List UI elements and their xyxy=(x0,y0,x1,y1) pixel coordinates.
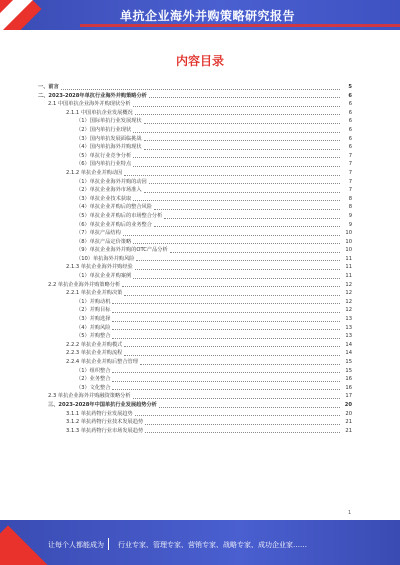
toc-entry[interactable] xyxy=(38,255,352,264)
toc-leader-dots xyxy=(144,140,340,141)
toc-entry-label: （2）单抗企业海外市场准入 xyxy=(76,187,142,194)
toc-leader-dots xyxy=(136,260,340,261)
toc-entry-label: 一、前言 xyxy=(38,84,59,90)
toc-entry-label: 3.1.1 单抗药物行业发展趋势 xyxy=(66,410,133,417)
toc-entry-page: 7 xyxy=(348,161,352,168)
toc-entry-label: 2.2 单抗企业海外并购策略分析 xyxy=(48,281,121,288)
toc-entry-page: 5 xyxy=(348,84,352,90)
toc-leader-dots xyxy=(170,252,340,253)
toc-entry[interactable] xyxy=(38,358,352,367)
toc-entry-label: （6）单抗企业并购后的业务整合 xyxy=(76,221,152,228)
toc-leader-dots xyxy=(124,346,340,347)
toc-entry[interactable] xyxy=(38,246,352,255)
toc-entry[interactable] xyxy=(38,418,352,427)
toc-entry-page: 11 xyxy=(345,264,352,271)
header-swoosh xyxy=(80,24,400,27)
toc-entry-label: 2.2.1 单抗企业并购决策 xyxy=(66,290,123,297)
toc-leader-dots xyxy=(154,226,340,227)
toc-entry[interactable] xyxy=(38,221,352,230)
toc-entry-label: 3.1.3 单抗药物行业市场发展趋势 xyxy=(66,427,144,434)
toc-leader-dots xyxy=(133,166,340,167)
toc-leader-dots xyxy=(159,407,340,408)
toc-leader-dots xyxy=(133,106,340,107)
toc-leader-dots xyxy=(112,381,340,382)
toc-leader-dots xyxy=(133,200,340,201)
toc-entry-label: （2）并购目标 xyxy=(76,307,111,314)
toc-entry-label: （5）单抗行业竞争分析 xyxy=(76,152,132,159)
toc-entry[interactable] xyxy=(38,135,352,144)
toc-leader-dots xyxy=(133,398,340,399)
toc-entry-page: 7 xyxy=(348,169,352,176)
toc-leader-dots xyxy=(124,295,340,296)
toc-entry-label: 2.3 单抗企业海外并购融资策略分析 xyxy=(48,393,131,400)
toc-entry[interactable] xyxy=(38,109,352,118)
toc-leader-dots xyxy=(145,432,340,433)
toc-leader-dots xyxy=(164,218,340,219)
toc-entry-page: 20 xyxy=(345,410,352,417)
toc-entry-page: 6 xyxy=(348,144,352,151)
report-title: 单抗企业海外并购策略研究报告 xyxy=(120,9,296,23)
toc-leader-dots xyxy=(123,235,340,236)
toc-entry-label: 2.1 中国单抗企业海外并购现状分析 xyxy=(48,101,131,108)
toc-entry-page: 6 xyxy=(348,118,352,125)
toc-entry[interactable] xyxy=(38,238,352,247)
toc-entry-label: （1）组织整合 xyxy=(76,367,111,374)
toc-entry[interactable] xyxy=(38,315,352,324)
toc-entry-page: 11 xyxy=(345,273,352,280)
toc-leader-dots xyxy=(133,132,340,133)
toc-entry-label: 2.1.3 单抗企业海外并购经验 xyxy=(66,264,133,271)
toc-entry[interactable] xyxy=(38,410,352,419)
toc-entry-page: 13 xyxy=(345,316,352,323)
toc-entry-label: （4）并购风险 xyxy=(76,324,111,331)
toc-entry-label: （7）单抗产品结构 xyxy=(76,230,121,237)
toc-entry[interactable] xyxy=(38,427,352,436)
toc-leader-dots xyxy=(112,312,340,313)
toc-entry-label: （1）单抗企业并购案例 xyxy=(76,273,132,280)
toc-entry-page: 21 xyxy=(345,427,352,434)
toc-entry-label: （5）并购整合 xyxy=(76,333,111,340)
toc-leader-dots xyxy=(112,372,340,373)
toc-entry[interactable] xyxy=(38,289,352,298)
toc-entry[interactable] xyxy=(38,263,352,272)
toc-leader-dots xyxy=(135,415,340,416)
footer-slogan-roles: 行业专家、管理专家、营销专家、战略专家、成功企业家…… xyxy=(118,541,307,549)
toc-heading: 内容目录 xyxy=(175,54,224,68)
toc-leader-dots xyxy=(144,192,340,193)
toc-entry-label: （3）国内单抗发展面临挑战 xyxy=(76,135,142,142)
toc-leader-dots xyxy=(135,269,340,270)
table-of-contents xyxy=(38,83,352,435)
toc-entry[interactable] xyxy=(38,367,352,376)
toc-entry[interactable] xyxy=(38,341,352,350)
toc-leader-dots xyxy=(135,114,340,115)
toc-entry[interactable] xyxy=(38,324,352,333)
toc-entry[interactable] xyxy=(38,92,352,101)
toc-entry[interactable] xyxy=(38,229,352,238)
toc-entry[interactable] xyxy=(38,375,352,384)
toc-entry[interactable] xyxy=(38,195,352,204)
toc-entry[interactable] xyxy=(38,212,352,221)
footer-divider xyxy=(108,538,109,550)
toc-entry[interactable] xyxy=(38,83,352,92)
toc-entry-page: 8 xyxy=(348,204,352,211)
page-number: 1 xyxy=(348,510,352,516)
toc-leader-dots xyxy=(122,286,340,287)
toc-entry-page: 8 xyxy=(348,195,352,202)
page-footer xyxy=(0,520,400,565)
toc-entry-label: （2）国内单抗行业现状 xyxy=(76,126,132,133)
toc-entry-label: 2.1.1 中国单抗企业发展概况 xyxy=(66,109,133,116)
toc-entry[interactable] xyxy=(38,117,352,126)
toc-entry-page: 12 xyxy=(345,298,352,305)
toc-entry-page: 9 xyxy=(348,212,352,219)
toc-entry-page: 17 xyxy=(345,393,352,400)
toc-entry-page: 12 xyxy=(345,281,352,288)
toc-leader-dots xyxy=(144,149,340,150)
toc-entry-page: 14 xyxy=(345,341,352,348)
toc-entry-page: 16 xyxy=(345,384,352,391)
toc-entry[interactable] xyxy=(38,169,352,178)
toc-entry-page: 6 xyxy=(348,135,352,142)
toc-leader-dots xyxy=(112,389,340,390)
toc-leader-dots xyxy=(145,424,340,425)
toc-entry-page: 21 xyxy=(345,419,352,426)
toc-entry[interactable] xyxy=(38,306,352,315)
toc-entry[interactable] xyxy=(38,186,352,195)
toc-leader-dots xyxy=(112,329,340,330)
toc-entry-label: （1）单抗企业海外并购的动因 xyxy=(76,178,147,185)
toc-entry[interactable] xyxy=(38,143,352,152)
toc-leader-dots xyxy=(61,89,340,90)
toc-entry-label: 2.1.2 单抗企业并购动因 xyxy=(66,169,123,176)
footer-slogan-lead: 让每个人都能成为 xyxy=(48,541,104,549)
toc-leader-dots xyxy=(133,278,340,279)
toc-entry-page: 13 xyxy=(345,333,352,340)
toc-entry-page: 7 xyxy=(348,187,352,194)
toc-entry-page: 12 xyxy=(345,290,352,297)
toc-entry[interactable] xyxy=(38,281,352,290)
toc-entry-page: 11 xyxy=(345,255,352,262)
toc-leader-dots xyxy=(124,355,340,356)
toc-entry-label: （10）单抗海外并购风险 xyxy=(76,255,135,262)
page-header xyxy=(0,0,400,30)
toc-entry-page: 15 xyxy=(345,367,352,374)
toc-leader-dots xyxy=(133,243,340,244)
toc-entry[interactable] xyxy=(38,203,352,212)
toc-leader-dots xyxy=(133,157,340,158)
toc-entry[interactable] xyxy=(38,178,352,187)
toc-entry-label: （3）文化整合 xyxy=(76,384,111,391)
toc-leader-dots xyxy=(144,123,340,124)
toc-entry-page: 10 xyxy=(345,247,352,254)
toc-entry-label: （3）并购选择 xyxy=(76,316,111,323)
toc-entry[interactable] xyxy=(38,160,352,169)
toc-leader-dots xyxy=(124,175,340,176)
toc-entry-page: 10 xyxy=(345,238,352,245)
toc-entry-label: （3）单抗企业技术获取 xyxy=(76,195,132,202)
toc-entry-label: （5）单抗企业并购后的市场整合分析 xyxy=(76,212,163,219)
toc-entry-page: 6 xyxy=(348,109,352,116)
toc-entry-label: 二、2023-2028年单抗行业海外并购策略分析 xyxy=(38,92,147,99)
toc-entry-label: （9）单抗企业海外并购的OTC产品分析 xyxy=(76,247,168,254)
toc-entry-page: 6 xyxy=(348,92,352,99)
toc-entry[interactable] xyxy=(38,401,352,410)
toc-entry-page: 13 xyxy=(345,324,352,331)
toc-entry[interactable] xyxy=(38,152,352,161)
toc-leader-dots xyxy=(112,321,340,322)
toc-entry[interactable] xyxy=(38,126,352,135)
toc-entry-page: 16 xyxy=(345,376,352,383)
toc-entry-page: 12 xyxy=(345,307,352,314)
toc-entry-page: 15 xyxy=(345,359,352,365)
toc-entry[interactable] xyxy=(38,392,352,401)
toc-entry-label: （1）国际单抗行业发展现状 xyxy=(76,118,142,125)
toc-entry-label: （4）国内单抗海外并购现状 xyxy=(76,144,142,151)
toc-entry[interactable] xyxy=(38,272,352,281)
toc-leader-dots xyxy=(149,97,340,98)
toc-entry[interactable] xyxy=(38,349,352,358)
toc-entry[interactable] xyxy=(38,100,352,109)
footer-corner-decoration xyxy=(0,525,48,565)
toc-entry-label: 三、2023-2028年中国单抗行业发展趋势分析 xyxy=(48,401,157,408)
toc-entry[interactable] xyxy=(38,298,352,307)
toc-entry-label: （6）国内单抗行业特点 xyxy=(76,161,132,168)
toc-leader-dots xyxy=(112,303,340,304)
toc-leader-dots xyxy=(140,364,340,365)
toc-entry-page: 20 xyxy=(344,401,352,408)
toc-entry-page: 7 xyxy=(348,178,352,185)
toc-entry-page: 10 xyxy=(345,230,352,237)
toc-entry-page: 14 xyxy=(345,350,352,357)
toc-leader-dots xyxy=(112,338,340,339)
toc-leader-dots xyxy=(149,183,340,184)
toc-entry-label: （1）并购动机 xyxy=(76,298,111,305)
toc-entry-page: 6 xyxy=(348,126,352,133)
toc-entry-label: （4）单抗企业并购后的整合风险 xyxy=(76,204,152,211)
toc-entry[interactable] xyxy=(38,384,352,393)
toc-entry[interactable] xyxy=(38,332,352,341)
toc-entry-page: 9 xyxy=(348,221,352,228)
toc-entry-label: （8）单抗产品定价策略 xyxy=(76,238,132,245)
toc-entry-label: 2.2.4 单抗企业并购后整合管理 xyxy=(66,359,138,365)
toc-entry-page: 7 xyxy=(348,152,352,159)
toc-entry-page: 6 xyxy=(348,101,352,108)
toc-entry-label: 2.2.3 单抗企业并购流程 xyxy=(66,350,123,357)
toc-entry-label: （2）业务整合 xyxy=(76,376,111,383)
toc-leader-dots xyxy=(154,209,340,210)
toc-entry-label: 2.2.2 单抗企业并购模式 xyxy=(66,341,123,348)
toc-entry-label: 3.1.2 单抗药物行业技术发展趋势 xyxy=(66,419,144,426)
